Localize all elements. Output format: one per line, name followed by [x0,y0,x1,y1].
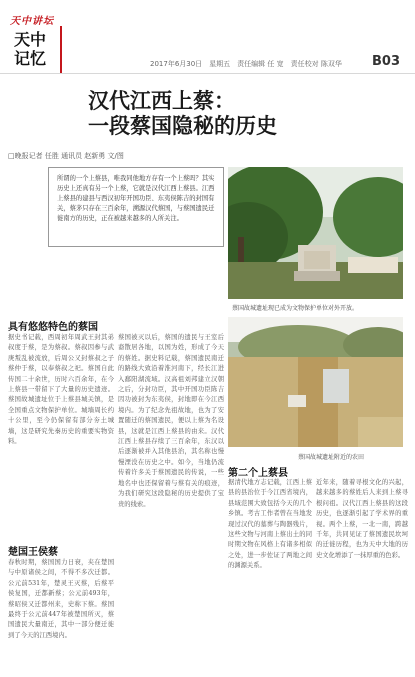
body-column-1: 据史书记载，西周初年周武王封其弟叔度于蔡，是为蔡叔。蔡叔因参与武庚叛乱被流放，后周公又封蔡叔之子蔡仲于蔡，以奉蔡叔之祀。蔡国自此传国二十余世，历时六百余年，在今上蔡县一带留下了大量的历史遗迹。蔡国故城遗址位于上蔡县城关镇，是全国重点文物保护单位。城墙周长约十公里，至今仍保留有部分夯土城墙，这是研究先秦历史的重要实物资料。 [8,334,114,446]
edition-date: 2017年6月30日 [150,60,203,68]
headline-line-2: 一段蔡国隐秘的历史 [88,113,277,138]
edition-info [150,59,349,69]
body-column-3: 据清代地方志记载，江西上蔡县的县治位于今江西省境内，县域范围大致包括今天的几个乡镇。考古工作者曾在当地发现过汉代的墓葬与陶器残片，这些文物与河南上蔡出土的同时期文物在风格上有诸多相似之处，进一步佐证了两地之间的渊源关系。 [228,479,312,570]
section-heading-1: 具有悠悠特色的蔡国 [8,322,98,333]
field-photo-illustration [228,317,403,447]
edition-designer: 责任校对 陈双华 [290,60,342,68]
header-divider [0,73,415,74]
edition-editor: 责任编辑 任 宽 [237,60,284,68]
body-column-2: 蔡国被灭以后，蔡国的遗民与王室后裔散居各地，以国为姓，形成了今天的蔡姓。据史料记载，蔡国遗民南迁的路线大致沿着淮河南下，经长江进入鄱阳湖流域。汉高祖刘邦建立汉朝之后，分封功臣，其中开国功臣陈吉因功被封为东夷侯，封地即在今江西境内。为了纪念先祖故地，也为了安置随迁的蔡国遗民，便以上蔡为名设县，这就是江西上蔡县的由来。汉代江西上蔡县存续了三百余年，东汉以后逐渐被并入其他县治，其名称也慢慢湮没在历史之中。如今，当地仍流传着许多关于蔡国遗民的传说，一些地名中也还保留着与蔡有关的痕迹，为我们研究这段隐秘的历史提供了宝贵的线索。 [118,334,224,508]
article-headline [88,88,408,138]
section-heading-2: 楚国王侯蔡 [8,547,58,558]
monument-photo-caption: 蔡国故城遗址现已成为文物保护单位对外开放。 [232,305,359,312]
article-byline: □晚报记者 任胜 通讯员 赵新勇 文/图 [8,152,124,160]
article-intro: 所谓的一个上蔡县，唯我同他地方存有一个上蔡吗？其实历史上还真有另一个上蔡，它就是汉代江西上蔡县。江西上蔡县的建县与西汉初年开国功臣、东夷侯陈吉的封国有关，蔡茅只存在三百余年，溯源汉代蔡国，与蔡国遗民迁徙南方的历史，正在被越来越多的人所关注。 [48,167,224,247]
monument-photo-illustration [228,167,403,299]
field-photo-caption: 蔡国故城遗址附近的农田 [298,454,365,461]
section-kicker: 天中讲坛 [10,16,54,27]
headline-line-1: 汉代江西上蔡： [88,88,235,113]
monument-photo [228,167,403,299]
body-column-4: 近年来，随着寻根文化的兴起，越来越多的蔡姓后人来到上蔡寻根问祖。汉代江西上蔡县的这段历史，也逐渐引起了学术界的重视。两个上蔡，一北一南，跨越千年，共同见证了蔡国遗民坎坷的迁徙历程，也为天中大地的历史文化增添了一抹厚重的色彩。 [316,479,408,559]
column-name: 天中记忆 [14,30,47,68]
edition-weekday: 星期五 [209,60,231,68]
field-photo [228,317,403,447]
page-number: B03 [372,54,400,69]
section-heading-3: 第二个上蔡县 [228,468,288,479]
body-column-1-continued: 春秋时期，蔡国国力日衰，夹在楚国与中原诸侯之间，不得不多次迁都。公元前531年，楚灵王灭蔡，后蔡平侯复国，迁都新蔡；公元前493年，蔡昭侯又迁都州来，史称下蔡。蔡国最终于公元前447年被楚国所灭，蔡国遗民大量南迁，其中一部分便迁徙到了今天的江西境内。 [8,559,114,639]
